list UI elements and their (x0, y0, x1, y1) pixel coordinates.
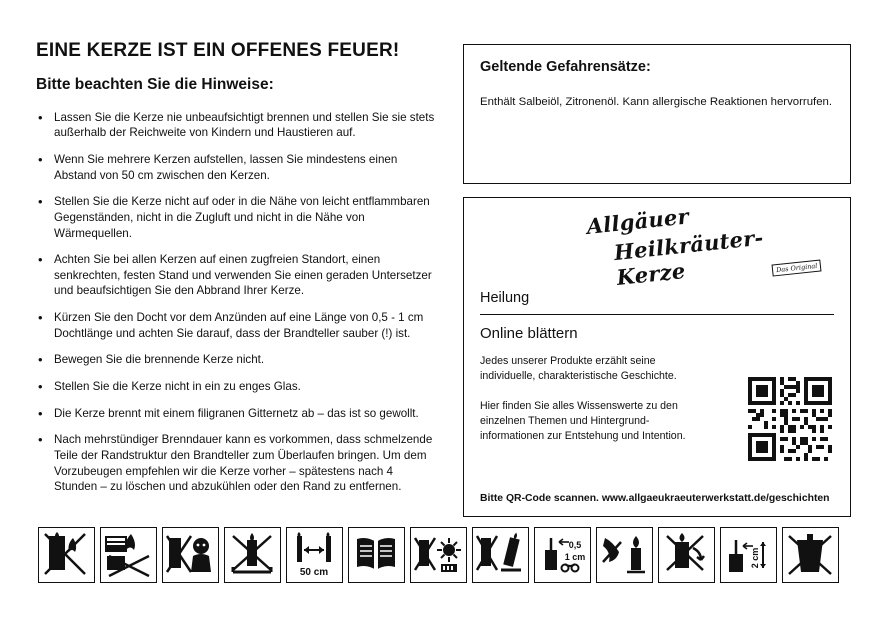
safety-hints-list (36, 110, 436, 495)
online-section-heading: Online blättern (480, 325, 578, 342)
qr-code-icon (748, 377, 832, 461)
picto-straight-upright-stand (472, 527, 529, 583)
svg-text:50 cm: 50 cm (299, 567, 329, 578)
pictogram-row (38, 527, 839, 583)
page-title: EINE KERZE IST EIN OFFENES FEUER! (36, 40, 400, 61)
product-variant-name: Heilung (480, 290, 530, 306)
picto-distance-50cm (286, 527, 343, 583)
distance-50cm-icon (287, 528, 341, 581)
picto-extinguish-candle (596, 527, 653, 583)
list-item: • Bewegen Sie die brennende Kerze nicht. (36, 352, 436, 368)
qr-instruction-text: Bitte QR-Code scannen. www.allgaeukraeuterwerkstatt.de/geschichten (480, 493, 830, 504)
brand-box (463, 197, 851, 517)
brand-paragraph-2: Hier finden Sie alles Wissenswerte zu den einzelnen Themen und Hintergrund-informationen zur Entstehung und Intention. (480, 399, 686, 443)
picto-no-heat-source (410, 527, 467, 583)
list-item: • Achten Sie bei allen Kerzen auf einen zugfreien Standort, einen senkrechten, festen Stand und verwenden Sie einen geraden Untersetzer und beaufsichtigen Sie den Abbrand Ihrer Kerze. (36, 252, 436, 299)
list-item: • Wenn Sie mehrere Kerzen aufstellen, lassen Sie mindestens einen Abstand von 50 cm zwischen den Kerzen. (36, 152, 436, 183)
unattended-candle-icon (39, 528, 93, 581)
list-item: • Nach mehrstündiger Brenndauer kann es vorkommen, dass schmelzende Teile der Randstruktur den Brandteller zum Überlaufen bringen. Um dem Vorzubeugen empfehlen wir die Kerze vorher – spätestens nach 4 Stunden – zu löschen und abzukühlen oder den Rand zu entfernen. (36, 432, 436, 495)
picto-trim-wick (534, 527, 591, 583)
hazard-text: Enthält Salbeiöl, Zitronenöl. Kann allergische Reaktionen hervorrufen. (480, 96, 833, 108)
list-item: • Lassen Sie die Kerze nie unbeaufsichtigt brennen und stellen Sie sie stets außerhalb der Reichweite von Kindern und Haustieren auf. (36, 110, 436, 141)
trim-wick-icon (535, 528, 589, 581)
picto-read-instructions (348, 527, 405, 583)
hazard-title: Geltende Gefahrensätze: (480, 59, 651, 75)
list-item: • Kürzen Sie den Docht vor dem Anzünden auf eine Länge von 0,5 - 1 cm Dochtlänge und achten Sie darauf, dass der Brandteller sauber (!) ist. (36, 310, 436, 341)
list-item: • Die Kerze brennt mit einem filigranen Gitternetz ab – das ist so gewollt. (36, 406, 436, 422)
picto-no-draught (224, 527, 281, 583)
no-draught-icon (225, 528, 279, 581)
safety-instructions-column (36, 40, 436, 506)
brand-logo-line-2: Heilkräuter-Kerze (612, 224, 765, 290)
picto-keep-away-from-children (162, 527, 219, 583)
extinguish-candle-icon (597, 528, 651, 581)
do-not-move-candle-icon (659, 528, 713, 581)
brand-logo-badge: Das Original (772, 259, 822, 276)
flammable-objects-icon (101, 528, 155, 581)
qr-code[interactable] (748, 377, 832, 466)
no-heat-source-icon (411, 528, 465, 581)
list-item: • Stellen Sie die Kerze nicht in ein zu enges Glas. (36, 379, 436, 395)
burn-time-2cm-icon (721, 528, 775, 581)
read-instructions-icon (349, 528, 403, 581)
picto-unattended-candle (38, 527, 95, 583)
picto-do-not-move-candle (658, 527, 715, 583)
svg-text:0,5: 0,5 (568, 540, 582, 550)
no-narrow-glass-icon (783, 528, 837, 581)
brand-logo (480, 203, 834, 290)
brand-logo-line-1: Allgäuer (585, 203, 691, 239)
svg-text:2 cm: 2 cm (750, 547, 760, 569)
brand-paragraph-1: Jedes unserer Produkte erzählt seine individuelle, charakteristische Geschichte. (480, 355, 677, 383)
keep-away-from-children-icon (163, 528, 217, 581)
picto-burn-time-2cm (720, 527, 777, 583)
picto-flammable-objects (100, 527, 157, 583)
divider (480, 314, 834, 315)
list-item: • Stellen Sie die Kerze nicht auf oder in die Nähe von leicht entflammbaren Gegenständen, nicht in die Zugluft und nicht in die Nähe von Wärmequellen. (36, 194, 436, 241)
straight-upright-stand-icon (473, 528, 527, 581)
picto-no-narrow-glass (782, 527, 839, 583)
svg-text:1 cm: 1 cm (564, 552, 586, 562)
hazard-statements-box (463, 44, 851, 184)
page-subtitle: Bitte beachten Sie die Hinweise: (36, 75, 274, 93)
